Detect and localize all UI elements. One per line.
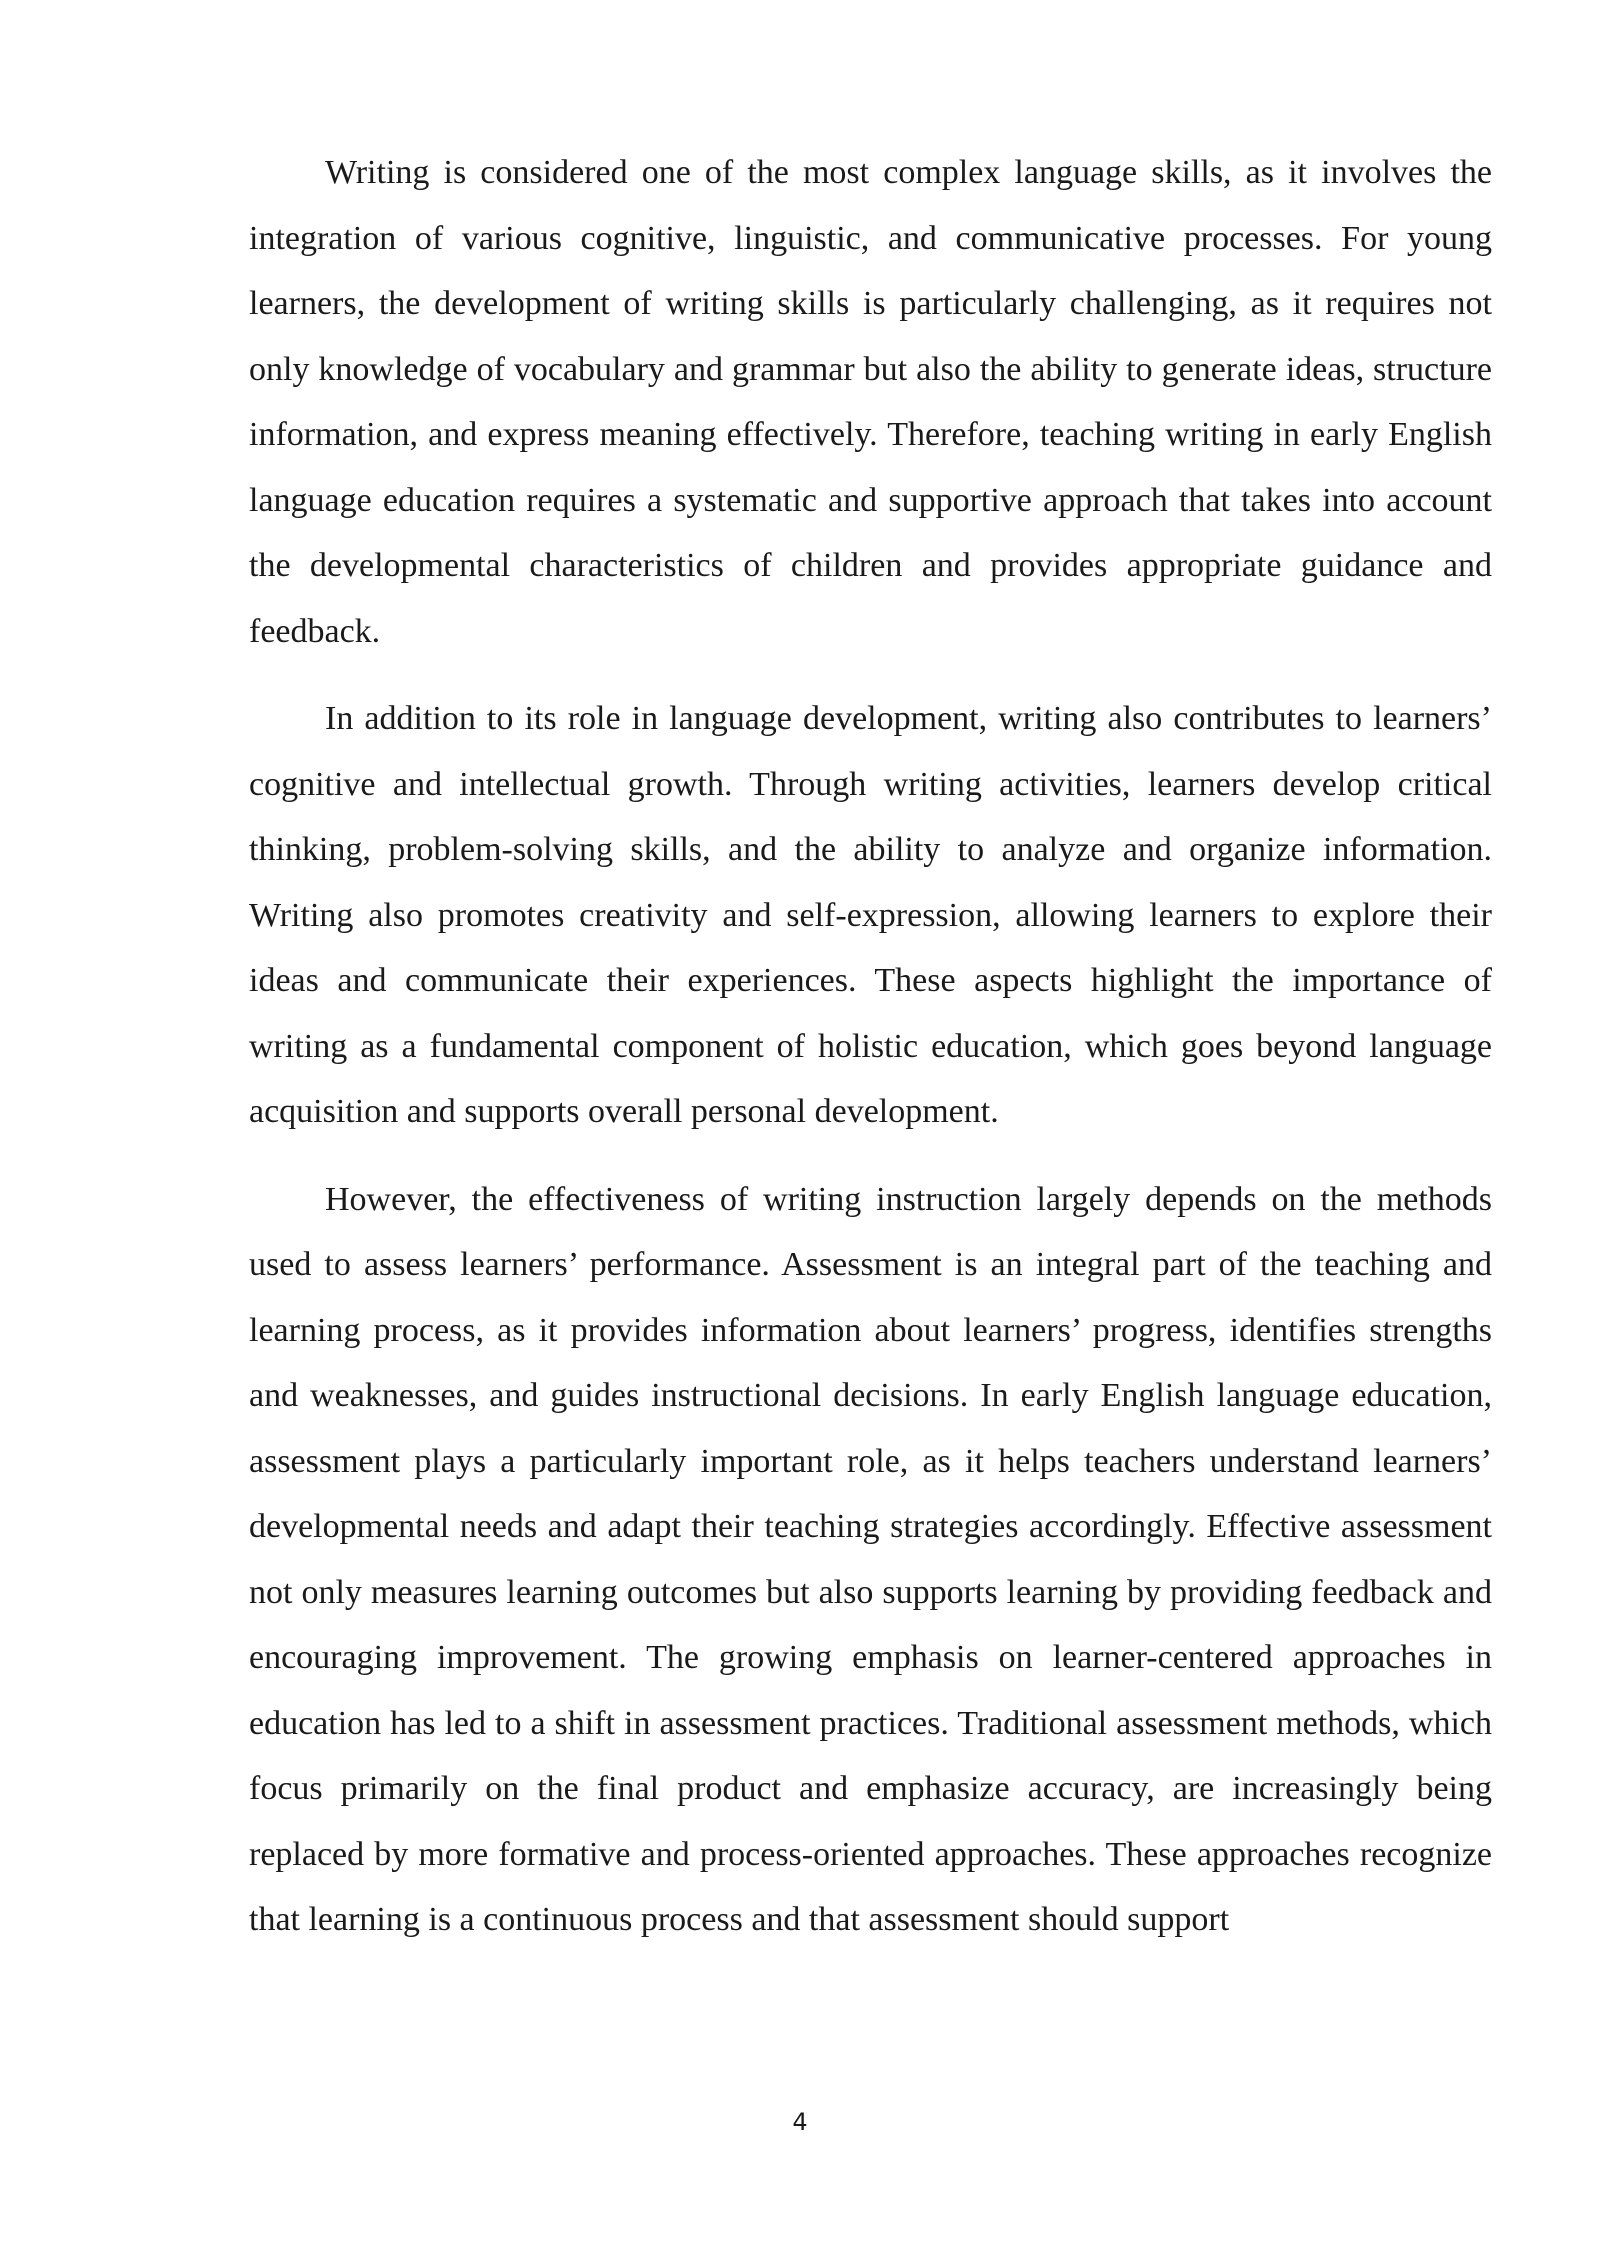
paragraph-1: Writing is considered one of the most complex language skills, as it involves the integration of various cognitive, linguistic, and communicative processes. For young learners, the development of writing skills is particularly challenging, as it requires not only knowledge of vocabulary and grammar but also the ability to generate ideas, structure information, and express meaning effectively. Therefore, teaching writing in early English language education requires a systematic and supportive approach that takes into account the developmental characteristics of children and provides appropriate guidance and feedback. xyxy=(249,154,1492,650)
paragraph-3: However, the effectiveness of writing instruction largely depends on the methods used to assess learners’ performance. Assessment is an integral part of the teaching and learning process, as it provides information about learners’ progress, identifies strengths and weaknesses, and guides instructional decisions. In early English language education, assessment plays a particularly important role, as it helps teachers understand learners’ developmental needs and adapt their teaching strategies accordingly. Effective assessment not only measures learning outcomes but also supports learning by providing feedback and encouraging improvement. The growing emphasis on learner-centered approaches in education has led to a shift in assessment practices. Traditional assessment methods, which focus primarily on the final product and emphasize accuracy, are increasingly being replaced by more formative and process-oriented approaches. These approaches recognize that learning is a continuous process and that assessment should support xyxy=(249,1180,1492,1938)
page-number: 4 xyxy=(792,2108,808,2136)
paragraph-2: In addition to its role in language development, writing also contributes to learners’ cognitive and intellectual growth. Through writing activities, learners develop critical thinking, problem-solving skills, and the ability to analyze and organize information. Writing also promotes creativity and self-expression, allowing learners to explore their ideas and communicate their experiences. These aspects highlight the importance of writing as a fundamental component of holistic education, which goes beyond language acquisition and supports overall personal development. xyxy=(249,700,1492,1130)
body-text xyxy=(249,140,1492,1975)
